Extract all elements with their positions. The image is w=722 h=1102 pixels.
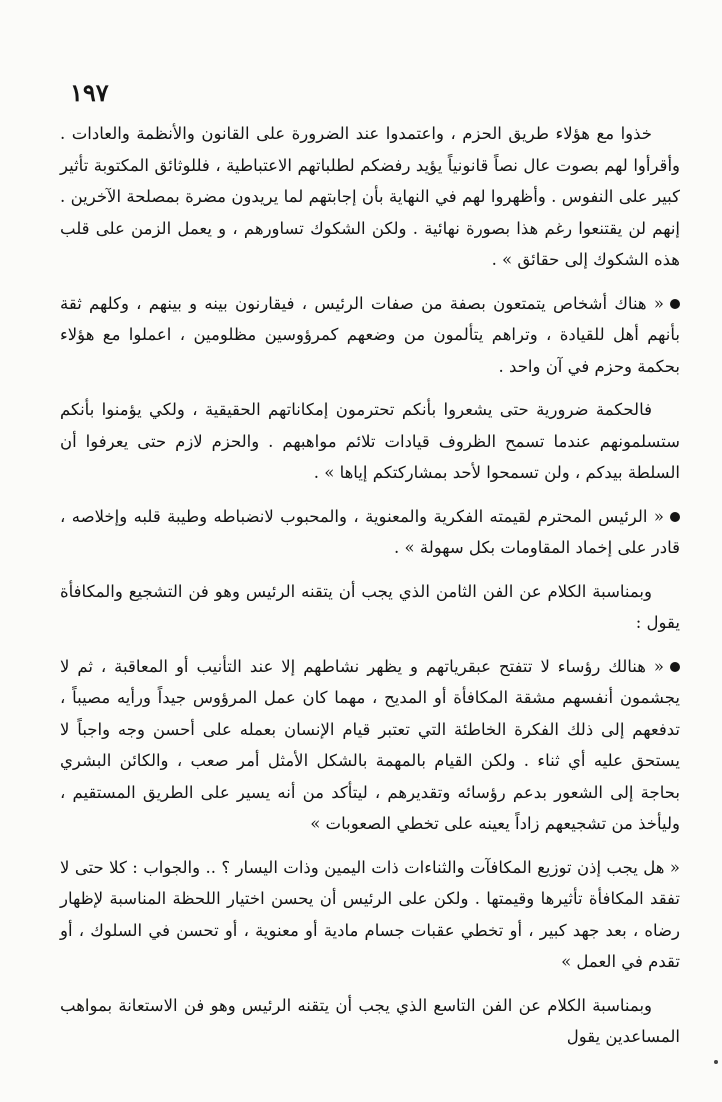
paragraph-1-text: خذوا مع هؤلاء طريق الحزم ، واعتمدوا عند الضرورة على القانون والأنظمة والعادات . وأقرأوا لهم بصوت عال نصاً قانونياً يؤيد رفضكم لطلباتهم الاعتباطية ، فللوثائق المكتوبة تأثير كبير على النفوس . وأظهروا لهم في النهاية بأن إجابتهم لما يريدون مضرة بمصلحة الآخرين . إنهم لن يقتنعوا رغم هذا بصورة نهائية . ولكن الشكوك تساورهم ، و يعمل الزمن على قلب هذه الشكوك إلى حقائق » . <box>60 124 680 269</box>
paragraph-4-text: « الرئيس المحترم لقيمته الفكرية والمعنوية ، والمحبوب لانضباطه وطيبة قلبه وإخلاصه ، قادر على إخماد المقاومات بكل سهولة » . <box>60 506 680 557</box>
paragraph-1 <box>60 118 680 276</box>
page-body <box>60 80 680 1065</box>
bullet-icon <box>670 662 680 672</box>
page-number: ١٩٧ <box>70 78 109 107</box>
paragraph-7-text: « هل يجب إذن توزيع المكافآت والثناءات ذات اليمين وذات اليسار ؟ .. والجواب : كلا حتى لا تفقد المكافأة تأثيرها وقيمتها . ولكن على الرئيس أن يحسن اختيار اللحظة المناسبة لإظهار رضاه ، بعد جهد كبير ، أو تخطي عقبات جسام مادية أو معنوية ، أو تحسن في السلوك ، أو تقدم في العمل » <box>60 857 680 971</box>
margin-dot <box>714 1060 718 1064</box>
paragraph-5 <box>60 576 680 639</box>
paragraph-3-text: فالحكمة ضرورية حتى يشعروا بأنكم تحترمون إمكاناتهم الحقيقية ، ولكي يؤمنوا بأنكم ستسلمونهم عندما تسمح الظروف قيادات تلائم مواهبهم . والحزم لازم حتى يعرفوا أن السلطة بيدكم ، ولن تسمحوا لأحد بمشاركتكم إياها » . <box>60 400 680 482</box>
paragraph-6 <box>60 651 680 840</box>
paragraph-6-text: « هنالك رؤساء لا تتفتح عبقرياتهم و يظهر نشاطهم إلا عند التأنيب أو المعاقبة ، ثم لا يجشمون أنفسهم مشقة المكافأة أو المديح ، مهما كان عمل المرؤوس جيداً ورأيه مصيباً ، تدفعهم إلى ذلك الفكرة الخاطئة التي تعتبر قيام الإنسان بعمله على أحسن وجه واجباً لا يستحق عليه أي ثناء . ولكن القيام بالمهمة بالشكل الأمثل أمر صعب ، والكائن البشري بحاجة إلى الشعور بدعم رؤسائه وتقديرهم ، ليتأكد من أنه يسير على الطريق المستقيم ، وليأخذ من تشجيعهم زاداً يعينه على تخطي الصعوبات » <box>60 656 680 833</box>
paragraph-2-text: « هناك أشخاص يتمتعون بصفة من صفات الرئيس ، فيقارنون بينه و بينهم ، وكلهم ثقة بأنهم أهل للقيادة ، وتراهم يتألمون من وضعهم كمرؤوسين مظلومين ، اعملوا مع هؤلاء بحكمة وحزم في آن واحد . <box>60 293 680 376</box>
paragraph-8 <box>60 990 680 1053</box>
paragraph-4 <box>60 501 680 564</box>
paragraph-7 <box>60 852 680 978</box>
paragraph-8-text: وبمناسبة الكلام عن الفن التاسع الذي يجب أن يتقنه الرئيس وهو فن الاستعانة بمواهب المساعدين يقول <box>60 995 680 1046</box>
bullet-icon <box>670 299 680 309</box>
paragraph-5-text: وبمناسبة الكلام عن الفن الثامن الذي يجب أن يتقنه الرئيس وهو فن التشجيع والمكافأة يقول : <box>60 581 680 632</box>
paragraph-3 <box>60 394 680 489</box>
paragraph-2 <box>60 288 680 383</box>
bullet-icon <box>670 512 680 522</box>
